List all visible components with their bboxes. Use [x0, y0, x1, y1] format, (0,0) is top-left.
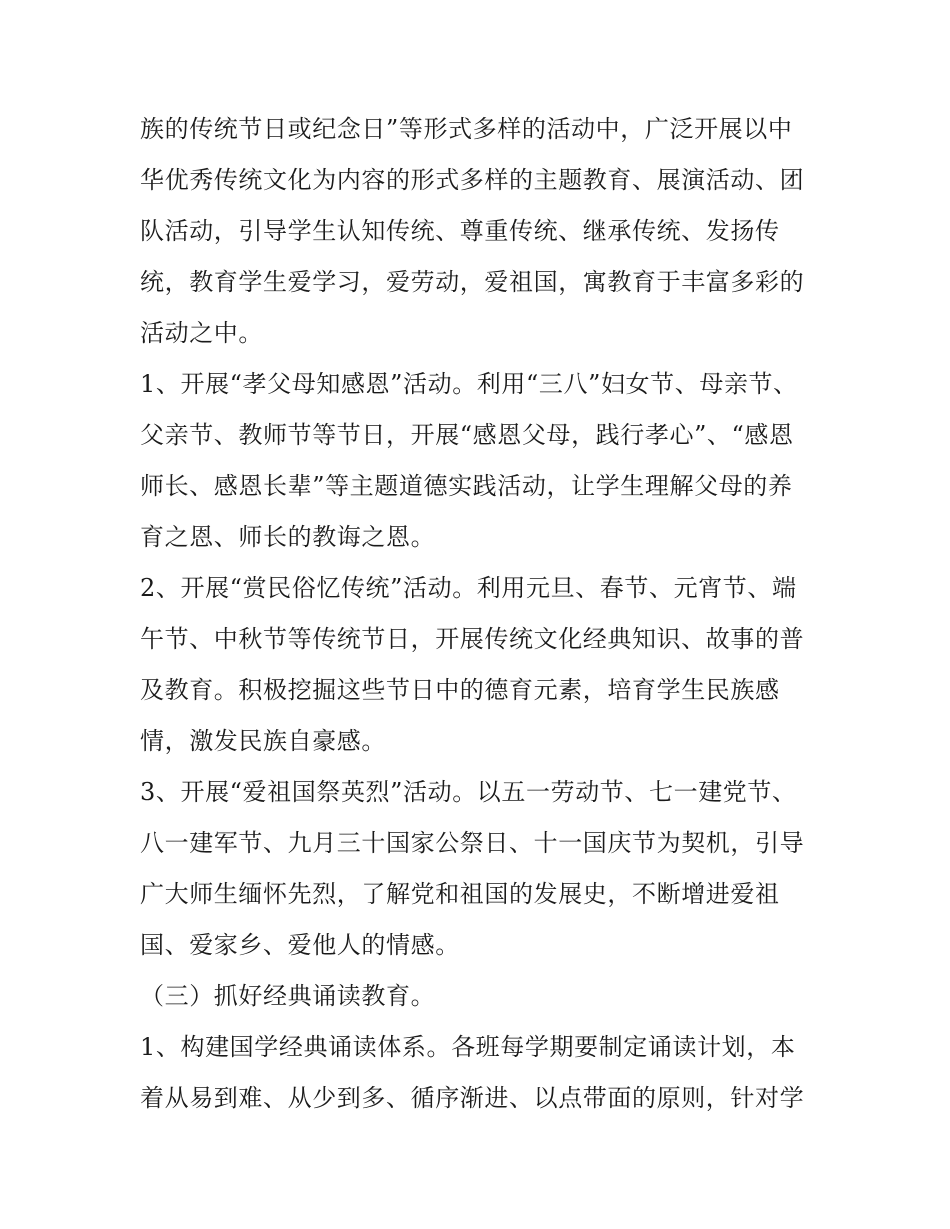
text-line: 广大师生缅怀先烈，了解党和祖国的发展史，不断增进爱祖 [140, 880, 780, 908]
document-body [140, 104, 820, 1124]
text-line: 父亲节、教师节等节日，开展“感恩父母，践行孝心”、“感恩 [140, 421, 794, 449]
text-line: 1、开展“孝父母知感恩”活动。利用“三八”妇女节、母亲节、 [140, 370, 798, 398]
text-line: 统，教育学生爱学习，爱劳动，爱祖国，寓教育于丰富多彩的 [140, 268, 805, 296]
section-heading: （三）抓好经典诵读教育。 [140, 982, 436, 1010]
text-line: 队活动，引导学生认知传统、尊重传统、继承传统、发扬传 [140, 217, 780, 245]
text-line: 午节、中秋节等传统节日，开展传统文化经典知识、故事的普 [140, 625, 805, 653]
text-line: 华优秀传统文化为内容的形式多样的主题教育、展演活动、团 [140, 166, 805, 194]
text-line: 1、构建国学经典诵读体系。各班每学期要制定诵读计划，本 [140, 1033, 796, 1061]
text-line: 3、开展“爱祖国祭英烈”活动。以五一劳动节、七一建党节、 [140, 778, 797, 806]
text-line: 国、爱家乡、爱他人的情感。 [140, 931, 460, 959]
text-line: 八一建军节、九月三十国家公祭日、十一国庆节为契机，引导 [140, 829, 805, 857]
text-line: 育之恩、师长的教诲之恩。 [140, 523, 436, 551]
text-line: 族的传统节日或纪念日”等形式多样的活动中，广泛开展以中 [140, 115, 793, 143]
text-line: 着从易到难、从少到多、循序渐进、以点带面的原则，针对学 [140, 1084, 805, 1112]
text-line: 2、开展“赏民俗忆传统”活动。利用元旦、春节、元宵节、端 [140, 574, 797, 602]
text-line: 及教育。积极挖掘这些节日中的德育元素，培育学生民族感 [140, 676, 780, 704]
text-line: 情，激发民族自豪感。 [140, 727, 386, 755]
text-line: 活动之中。 [140, 319, 263, 347]
text-line: 师长、感恩长辈”等主题道德实践活动，让学生理解父母的养 [140, 472, 793, 500]
